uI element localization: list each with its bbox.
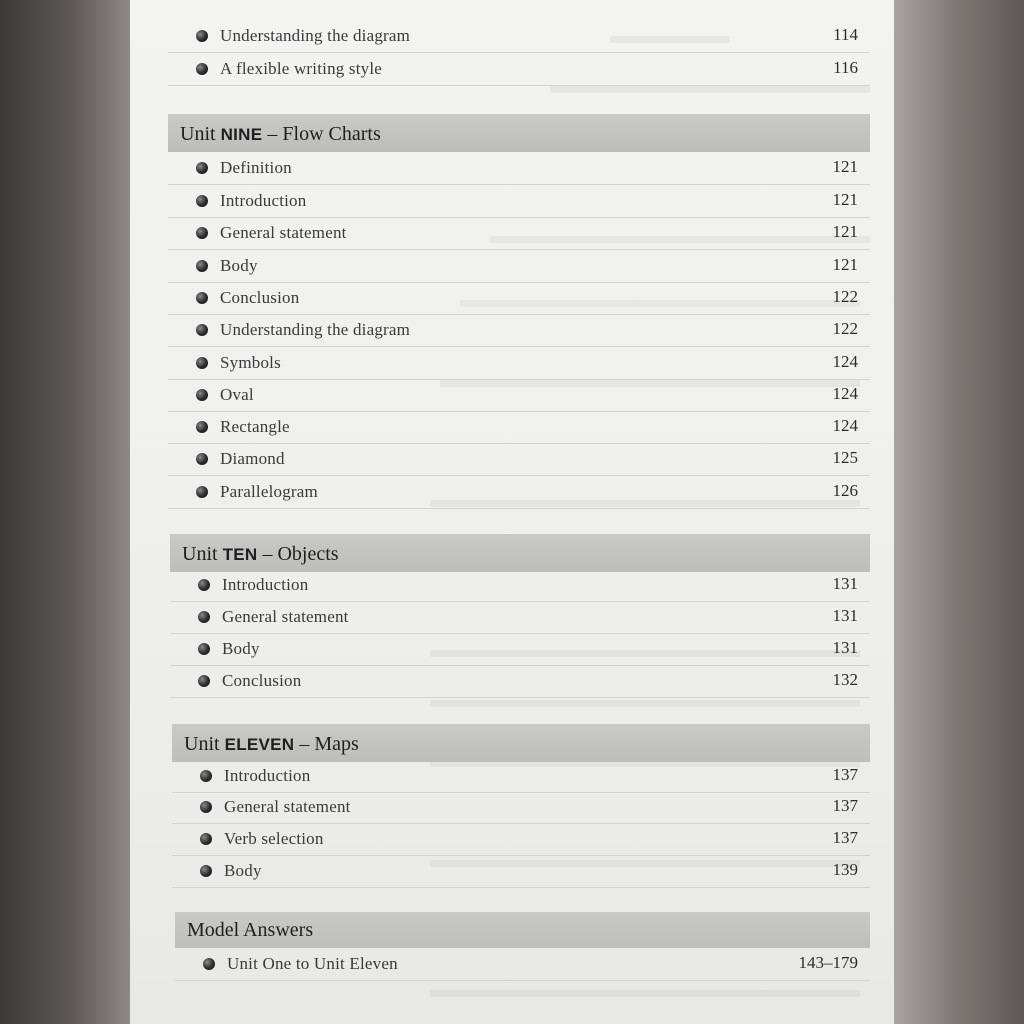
entry-page-number: 131	[832, 574, 858, 593]
toc-entry[interactable]	[168, 379, 870, 412]
entry-page-number: 126	[832, 481, 858, 500]
bullet-icon	[196, 453, 208, 465]
bullet-icon	[196, 30, 208, 42]
entry-page-number: 124	[832, 352, 858, 371]
entry-label: Introduction	[220, 191, 307, 210]
toc-entry[interactable]	[172, 791, 870, 824]
section-heading: Model Answers	[187, 919, 314, 941]
entry-label: A flexible writing style	[220, 59, 383, 78]
background-left	[0, 0, 130, 1024]
toc-entry[interactable]	[168, 411, 870, 444]
entry-page-number: 121	[832, 255, 858, 274]
bullet-icon	[200, 801, 212, 813]
entry-page-number: 116	[833, 58, 858, 77]
bullet-icon	[196, 63, 208, 75]
toc-entry[interactable]	[168, 53, 870, 86]
bullet-icon	[196, 260, 208, 272]
toc-entry[interactable]	[168, 152, 870, 185]
background-right	[892, 0, 1024, 1024]
toc-entry[interactable]	[168, 217, 870, 250]
bullet-icon	[203, 958, 215, 970]
entry-label: Body	[220, 256, 258, 275]
bullet-icon	[200, 833, 212, 845]
bullet-icon	[198, 643, 210, 655]
toc-entry[interactable]	[175, 948, 870, 981]
bullet-icon	[196, 421, 208, 433]
toc-entry[interactable]	[168, 314, 870, 347]
toc-entry[interactable]	[168, 20, 870, 53]
bullet-icon	[196, 389, 208, 401]
bullet-icon	[196, 486, 208, 498]
book-page	[130, 0, 894, 1024]
bullet-icon	[196, 357, 208, 369]
section-heading: Unit NINE – Flow Charts	[180, 123, 381, 145]
entry-page-number: 131	[832, 606, 858, 625]
entry-page-number: 132	[832, 670, 858, 689]
toc-entry[interactable]	[172, 760, 870, 793]
entry-label: Understanding the diagram	[220, 320, 411, 339]
toc-entry[interactable]	[168, 250, 870, 283]
entry-label: Conclusion	[220, 288, 300, 307]
bullet-icon	[198, 579, 210, 591]
unit-nine-header[interactable]	[168, 114, 870, 152]
toc-entry[interactable]	[172, 855, 870, 888]
bullet-icon	[196, 324, 208, 336]
entry-label: Introduction	[224, 766, 311, 785]
entry-label: General statement	[222, 607, 349, 626]
entry-label: Oval	[220, 385, 254, 404]
entry-label: Unit One to Unit Eleven	[227, 954, 398, 973]
bullet-icon	[196, 292, 208, 304]
entry-label: Conclusion	[222, 671, 302, 690]
entry-page-number: 124	[832, 384, 858, 403]
bullet-icon	[196, 195, 208, 207]
toc-entry[interactable]	[172, 823, 870, 856]
toc-entry[interactable]	[168, 476, 870, 509]
entry-page-number: 125	[832, 448, 858, 467]
toc-entry[interactable]	[170, 665, 870, 698]
entry-page-number: 121	[832, 157, 858, 176]
toc-entry[interactable]	[168, 185, 870, 218]
entry-page-number: 124	[832, 416, 858, 435]
entry-label: Understanding the diagram	[220, 26, 411, 45]
entry-label: Body	[224, 861, 262, 880]
entry-page-number: 137	[832, 796, 858, 815]
entry-label: Symbols	[220, 353, 281, 372]
entry-page-number: 139	[832, 860, 858, 879]
bullet-icon	[196, 162, 208, 174]
bullet-icon	[200, 865, 212, 877]
section-heading: Unit TEN – Objects	[182, 543, 339, 565]
entry-label: Diamond	[220, 449, 285, 468]
entry-page-number: 131	[832, 638, 858, 657]
entry-page-number: 121	[832, 222, 858, 241]
entry-label: Rectangle	[220, 417, 290, 436]
bullet-icon	[198, 675, 210, 687]
model-answers-header[interactable]	[175, 912, 870, 948]
entry-page-number: 121	[832, 190, 858, 209]
toc-entry[interactable]	[170, 633, 870, 666]
toc-entry[interactable]	[168, 347, 870, 380]
bullet-icon	[200, 770, 212, 782]
entry-page-number: 114	[833, 25, 858, 44]
entry-label: Body	[222, 639, 260, 658]
entry-label: General statement	[220, 223, 347, 242]
entry-label: Introduction	[222, 575, 309, 594]
toc-entry[interactable]	[168, 443, 870, 476]
entry-page-number: 122	[832, 287, 858, 306]
entry-page-number: 137	[832, 765, 858, 784]
entry-label: Verb selection	[224, 829, 324, 848]
entry-page-number: 122	[832, 319, 858, 338]
entry-page-number: 137	[832, 828, 858, 847]
unit-ten-header[interactable]	[170, 534, 870, 572]
bullet-icon	[196, 227, 208, 239]
section-heading: Unit ELEVEN – Maps	[184, 733, 359, 755]
toc-entry[interactable]	[170, 601, 870, 634]
toc-entry[interactable]	[170, 569, 870, 602]
entry-label: Definition	[220, 158, 292, 177]
entry-label: General statement	[224, 797, 351, 816]
bullet-icon	[198, 611, 210, 623]
entry-page-number: 143–179	[798, 953, 858, 972]
unit-eleven-header[interactable]	[172, 724, 870, 762]
toc-entry[interactable]	[168, 282, 870, 315]
entry-label: Parallelogram	[220, 482, 318, 501]
